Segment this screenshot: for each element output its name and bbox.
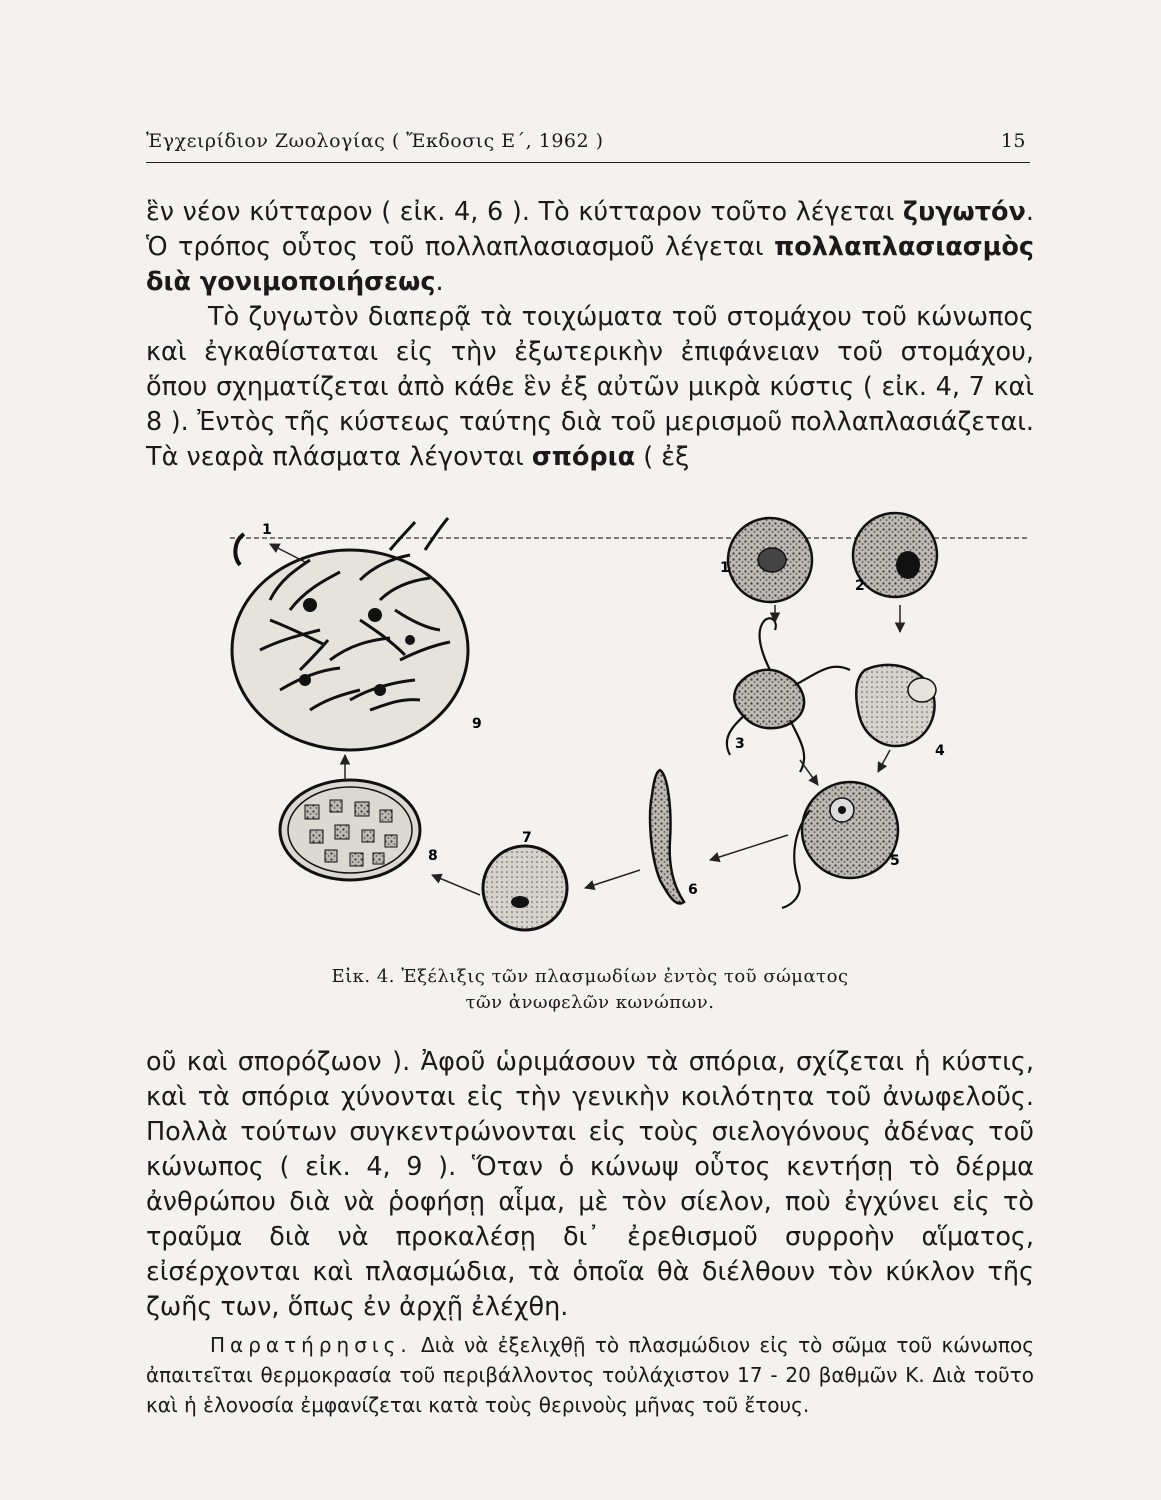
fig-label-7: 7 [522, 830, 532, 846]
fig-label-1: 1 [720, 560, 730, 576]
fig-label-8: 8 [428, 848, 438, 864]
note-text: Διὰ νὰ ἐξελιχθῇ τὸ πλασμώδιον εἰς τὸ σῶμα τοῦ κώνωπος ἀπαιτεῖται θερμοκρασία τοῦ περιβάλλοντος τοὐλάχιστον 17 - 20 βαθμῶν Κ. Διὰ τοῦτο καὶ ἡ ἑλονοσία ἐμφανίζεται κατὰ τοὺς θερινοὺς μῆνας τοῦ ἔτους. [146, 1333, 1034, 1417]
bottom-text-block [146, 1045, 1034, 1325]
paragraph-cyst: Τὸ ζυγωτὸν διαπερᾷ τὰ τοιχώματα τοῦ στομάχου τοῦ κώνωπος καὶ ἐγκαθίσταται εἰς τὴν ἐξωτερικὴν ἐπιφάνειαν τοῦ στομάχου, ὅπου σχηματίζεται ἀπὸ κάθε ἓν ἐξ αὐτῶν μικρὰ κύστις ( εἰκ. 4, 7 καὶ 8 ). Ἐντὸς τῆς κύστεως ταύτης διὰ τοῦ μερισμοῦ πολλαπλασιάζεται. Τὰ νεαρὰ πλάσματα λέγονται σπόρια ( ἐξ [146, 302, 1034, 472]
observation-note [146, 1330, 1034, 1420]
note-lead: Παρατήρησις. [210, 1333, 412, 1357]
macrogamete-4-icon [856, 665, 936, 746]
fig-label-2: 2 [855, 578, 865, 594]
arrow-5-to-6 [710, 835, 788, 860]
fig-label-6: 6 [688, 882, 698, 898]
fig-label-3: 3 [735, 736, 745, 752]
arrow-6-to-7 [585, 870, 640, 888]
oocyst-8-icon [280, 780, 420, 880]
caption-line-1: Εἰκ. 4. Ἐξέλιξις τῶν πλασμωδίων ἐντὸς τοῦ σώματος [331, 966, 849, 987]
arrow-4-to-5 [878, 750, 890, 772]
fig-label-top-1: 1 [262, 522, 272, 538]
zygote-5-icon [782, 782, 898, 908]
gametocyte-2-icon [853, 513, 937, 597]
top-text-block [146, 195, 1034, 475]
oocyst-7-icon [483, 846, 567, 930]
header-title: Ἐγχειρίδιον Ζωολογίας ( Ἔκδοσις Ε΄, 1962 ) [146, 130, 604, 152]
term-sexual-reproduction: πολλαπλασιασμὸς διὰ γονιμοποιήσεως [146, 232, 1034, 297]
plasmodium-lifecycle-figure [210, 510, 1050, 950]
fig-label-4: 4 [935, 743, 945, 759]
header-rule [146, 162, 1030, 163]
ookinete-6-icon [650, 770, 684, 903]
sporozoite-1-icon [235, 534, 244, 565]
exflagellation-3-icon [727, 618, 850, 772]
salivary-gland-9-icon [232, 518, 468, 750]
gametocyte-1-icon [728, 518, 812, 602]
running-header [146, 130, 1026, 152]
paragraph-zygote: ἓν νέον κύτταρον ( εἰκ. 4, 6 ). Τὸ κύτταρον τοῦτο λέγεται ζυγωτόν. Ὁ τρόπος οὗτος τοῦ πολλαπλασιασμοῦ λέγεται πολλαπλασιασμὸς διὰ γονιμοποιήσεως. [146, 197, 1034, 297]
arrow-3-to-5 [800, 760, 818, 785]
figure-caption [146, 964, 1034, 1016]
caption-line-2: τῶν ἀνωφελῶν κωνώπων. [465, 992, 715, 1013]
term-sporia: σπόρια [531, 442, 636, 472]
fig-label-5: 5 [890, 853, 900, 869]
paragraph-sporozoites: οῦ καὶ σπορόζωον ). Ἀφοῦ ὡριμάσουν τὰ σπόρια, σχίζεται ἡ κύστις, καὶ τὰ σπόρια χύνονται εἰς τὴν γενικὴν κοιλότητα τοῦ ἀνωφελοῦς. Πολλὰ τούτων συγκεντρώνονται εἰς τοὺς σιελογόνους ἀδένας τοῦ κώνωπος ( εἰκ. 4, 9 ). Ὅταν ὁ κώνωψ οὗτος κεντήσῃ τὸ δέρμα ἀνθρώπου διὰ νὰ ῥοφήσῃ αἷμα, μὲ τὸν σίελον, ποὺ ἐγχύνει εἰς τὸ τραῦμα διὰ νὰ προκαλέσῃ δι᾽ ἐρεθισμοῦ συρροὴν αἵματος, εἰσέρχονται καὶ πλασμώδια, τὰ ὁποῖα θὰ διέλθουν τὸν κύκλον τῆς ζωῆς των, ὅπως ἐν ἀρχῇ ἐλέχθη. [146, 1047, 1034, 1322]
term-zygote: ζυγωτόν [902, 197, 1026, 227]
arrow-7-to-8 [432, 875, 480, 895]
arrow-9-to-1 [270, 544, 305, 562]
fig-label-9: 9 [472, 716, 482, 732]
page-number: 15 [1000, 130, 1026, 152]
